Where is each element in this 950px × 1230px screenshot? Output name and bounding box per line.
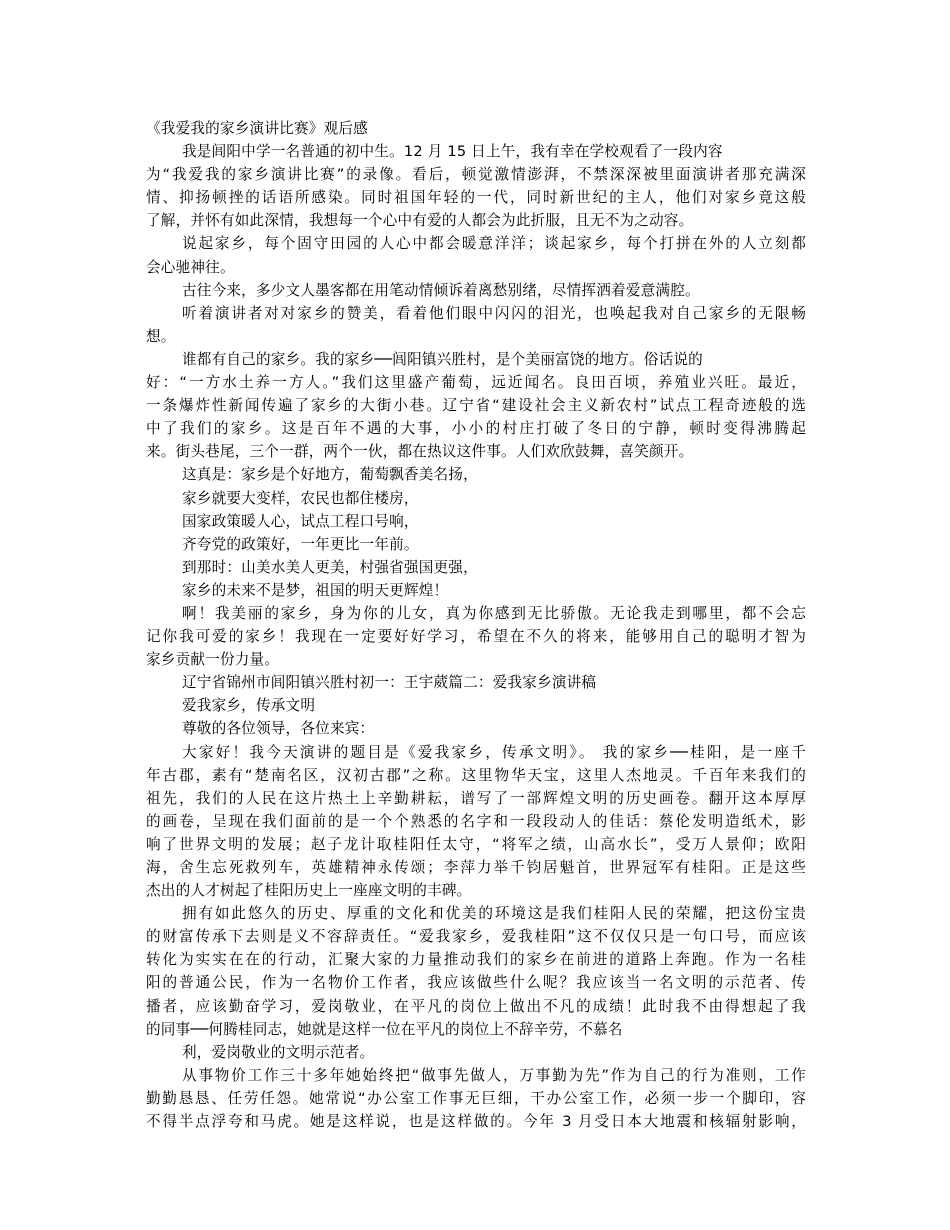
text-line: 情、抑扬顿挫的话语所感染。同时祖国年轻的一代，同时新世纪的主人，他们对家乡竟这般: [146, 189, 806, 207]
document-title: 《我爱我的家乡演讲比赛》观后感: [146, 120, 368, 137]
text-line: 家乡贡献一份力量。: [146, 651, 280, 669]
text-line: 来。街头巷尾，三个一群，两个一伙，都在热议这件事。人们欢欣鼓舞，喜笑颜开。: [146, 443, 694, 461]
text-line: 这真是：家乡是个好地方，葡萄飘香美名扬，: [182, 466, 478, 484]
text-line: 记你我可爱的家乡！我现在一定要好好学习，希望在不久的将来，能够用自己的聪明才智为: [146, 628, 806, 646]
text-line: 大家好！我今天演讲的题目是《爱我家乡，传承文明》。 我的家乡──桂阳，是一座千: [182, 743, 806, 761]
text-line: 国家政策暖人心，试点工程口号响，: [182, 512, 419, 530]
text-line: 转化为实实在在的行动，汇聚大家的力量推动我们的家乡在前进的道路上奔跑。作为一名桂: [146, 951, 806, 969]
text-line: 尊敬的各位领导，各位来宾：: [182, 720, 375, 738]
text-line: 勤勤恳恳、任劳任怨。她常说“办公室工作事无巨细，干办公室工作，必须一步一个脚印，容: [146, 1089, 806, 1107]
text-line: 中了我们的家乡。这是百年不遇的大事，小小的村庄打破了冬日的宁静，顿时变得沸腾起: [146, 420, 806, 438]
text-line: 说起家乡，每个固守田园的人心中都会暖意洋洋；谈起家乡，每个打拼在外的人立刻都: [182, 235, 806, 253]
text-line: 播者，应该勤奋学习，爱岗敬业，在平凡的岗位上做出不凡的成绩！此时我不由得想起了我: [146, 997, 806, 1015]
text-line: 年古郡，素有“楚南名区，汉初古郡”之称。这里物华天宝，这里人杰地灵。千百年来我们的: [146, 766, 806, 784]
text-line: 古往今来，多少文人墨客都在用笔动情倾诉着离愁别绪，尽情挥洒着爱意满腔。: [182, 281, 700, 299]
text-line: 杰出的人才树起了桂阳历史上一座座文明的丰碑。: [146, 882, 472, 900]
text-line: 好：“一方水土养一方人。”我们这里盛产葡萄，远近闻名。良田百顷，养殖业兴旺。最近，: [146, 374, 806, 392]
text-line: 利，爱岗敬业的文明示范者。: [182, 1043, 375, 1061]
text-line: 想。: [146, 327, 176, 345]
text-line: 听着演讲者对对家乡的赞美，看着他们眼中闪闪的泪光，也唤起我对自己家乡的无限畅: [182, 304, 806, 322]
text-line: 啊！我美丽的家乡，身为你的儿女，真为你感到无比骄傲。无论我走到哪里，都不会忘: [182, 604, 806, 622]
text-line: 会心驰神往。: [146, 258, 235, 276]
text-line: 爱我家乡，传承文明: [182, 697, 316, 715]
text-line: 海，舍生忘死救列车，英雄精神永传颂；李萍力举千钧居魁首，世界冠军有桂阳。正是这些: [146, 859, 806, 876]
text-line: 的画卷，呈现在我们面前的是一个个熟悉的名字和一段段动人的佳话：蔡伦发明造纸术，影: [146, 812, 806, 830]
text-line: 响了世界文明的发展；赵子龙计取桂阳任太守，“将军之绩，山高水长”，受万人景仰；欧阳: [146, 835, 806, 853]
text-line: 我是闾阳中学一名普通的初中生。12 月 15 日上午，我有幸在学校观看了一段内容: [182, 143, 723, 161]
text-line: 一条爆炸性新闻传遍了家乡的大街小巷。辽宁省“建设社会主义新农村”试点工程奇迹般的选: [146, 397, 806, 415]
text-line: 阳的普通公民，作为一名物价工作者，我应该做些什么呢？我应该当一名文明的示范者、传: [146, 974, 806, 992]
document-body: [146, 117, 806, 1133]
text-line: 不得半点浮夸和马虎。她是这样说，也是这样做的。今年 3 月受日本大地震和核辐射影响，: [146, 1113, 806, 1131]
text-line: 了解，并怀有如此深情，我想每一个心中有爱的人都会为此折服，且无不为之动容。: [146, 212, 694, 230]
text-line: 谁都有自己的家乡。我的家乡──闾阳镇兴胜村，是个美丽富饶的地方。俗话说的: [182, 350, 703, 368]
text-line: 齐夸党的政策好，一年更比一年前。: [182, 535, 419, 553]
text-line: 辽宁省锦州市闾阳镇兴胜村初一：王宇葳篇二：爱我家乡演讲稿: [182, 674, 597, 692]
text-line: 的财富传承下去则是义不容辞责任。“爱我家乡，爱我桂阳”这不仅仅只是一句口号，而应该: [146, 928, 806, 946]
text-line: 从事物价工作三十多年她始终把“做事先做人，万事勤为先”作为自己的行为准则，工作: [182, 1066, 806, 1084]
text-line: 为“我爱我的家乡演讲比赛”的录像。看后，顿觉激情澎湃，不禁深深被里面演讲者那充满深: [146, 166, 806, 184]
text-line: 祖先，我们的人民在这片热土上辛勤耕耘，谱写了一部辉煌文明的历史画卷。翻开这本厚厚: [146, 789, 806, 807]
text-line: 家乡就要大变样，农民也都住楼房，: [182, 489, 419, 507]
text-line: 家乡的未来不是梦，祖国的明天更辉煌！: [182, 581, 449, 599]
text-line: 的同事──何腾桂同志，她就是这样一位在平凡的岗位上不辞辛劳，不慕名: [146, 1020, 623, 1038]
text-line: 到那时：山美水美人更美，村强省强国更强，: [182, 558, 478, 576]
text-line: 拥有如此悠久的历史、厚重的文化和优美的环境这是我们桂阳人民的荣耀，把这份宝贵: [182, 905, 806, 923]
